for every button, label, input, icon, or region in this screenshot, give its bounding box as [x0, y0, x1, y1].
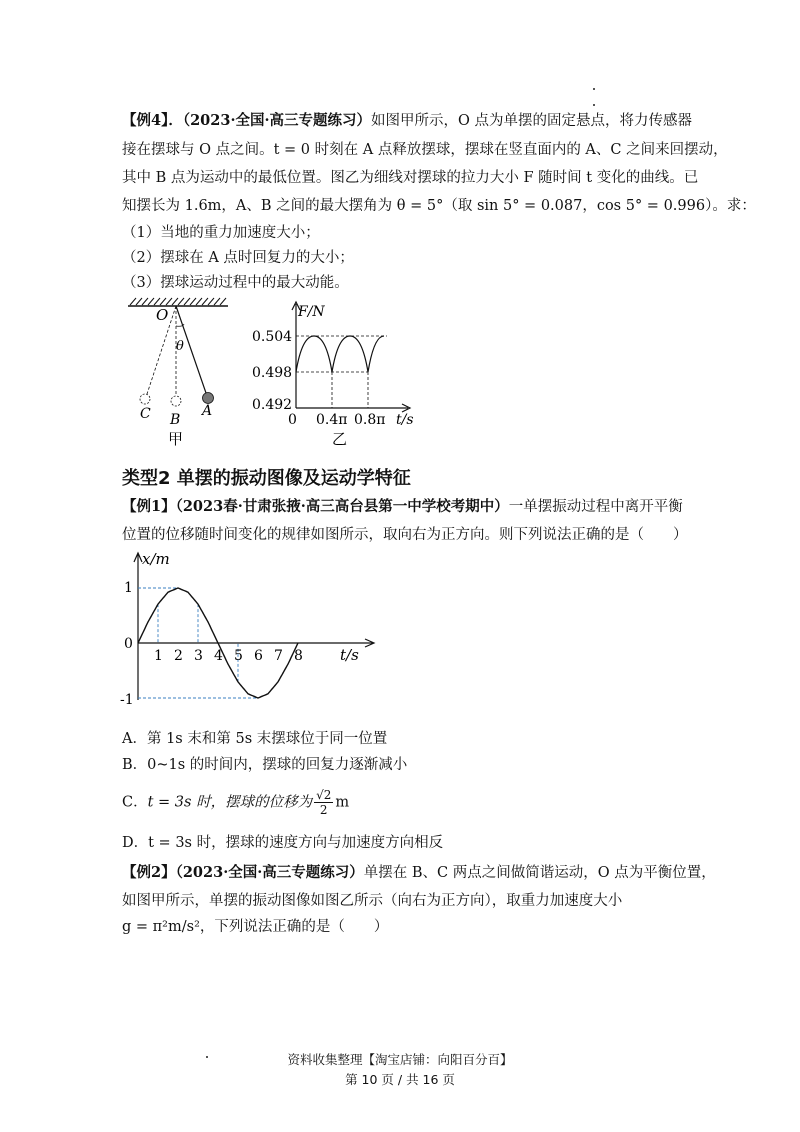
example2-line-1	[122, 862, 716, 884]
example2-line-3: g = π²m/s²，下列说法正确的是（ ）	[122, 919, 389, 935]
tension-y-label: F/N	[298, 304, 325, 320]
footer-source: 资料收集整理【淘宝店铺：向阳百分百】	[287, 1052, 513, 1067]
disp-x-tick-8: 8	[294, 648, 303, 664]
example2-text: 单摆在 B、C 两点之间做简谐运动，O 点为平衡位置，	[363, 865, 716, 881]
disp-y-tick-neg1: -1	[120, 692, 134, 708]
disp-x-tick-4: 4	[214, 648, 223, 664]
example4-source: ．（2023·全国·高三专题练习）	[168, 112, 372, 129]
label-a: A	[202, 403, 213, 419]
tension-graph	[250, 296, 420, 454]
disp-x-tick-5: 5	[234, 648, 243, 664]
disp-x-tick-3: 3	[194, 648, 203, 664]
tension-tick-0498: 0.498	[252, 365, 293, 381]
example1-source: （2023春·甘肃张掖·高三高台县第一中学校考期中）	[175, 498, 509, 515]
scan-dot	[593, 104, 595, 106]
tension-origin: 0	[288, 412, 297, 428]
label-b: B	[170, 412, 181, 428]
disp-y-tick-0: 0	[124, 636, 133, 652]
caption-jia: 甲	[168, 430, 184, 448]
bob-at-b	[171, 396, 181, 406]
disp-x-tick-6: 6	[254, 648, 263, 664]
tension-tick-0504: 0.504	[252, 329, 293, 345]
label-theta: θ	[176, 339, 184, 354]
example4-line-4: 知摆长为 1.6m，A、B 之间的最大摆角为 θ = 5°（取 sin 5° = 0.087，cos 5° = 0.996）。求：	[122, 198, 756, 214]
example1-line-2: 位置的位移随时间变化的规律如图所示，取向右为正方向。则下列说法正确的是（ ）	[122, 527, 688, 543]
ceiling-hatch	[130, 298, 226, 305]
example4-text: 如图甲所示，O 点为单摆的固定悬点，将力传感器	[371, 113, 693, 129]
tension-tick-0492: 0.492	[252, 397, 293, 413]
example4-line-1	[122, 110, 692, 132]
disp-x-tick-2: 2	[174, 648, 183, 664]
fraction-numerator: √2	[316, 788, 332, 802]
example4-line-3: 其中 B 点为运动中的最低位置。图乙为细线对摆球的拉力大小 F 随时间 t 变化的曲线。已	[122, 170, 699, 186]
option-c-unit: m	[335, 794, 350, 811]
caption-yi: 乙	[332, 430, 348, 448]
label-o: O	[156, 306, 169, 324]
option-c-text: t = 3s 时，摆球的位移为	[147, 794, 313, 811]
example1-text: 一单摆振动过程中离开平衡	[508, 499, 683, 515]
example4-tag: 【例4】	[122, 112, 169, 129]
scan-dot	[593, 88, 595, 90]
option-c	[122, 788, 349, 817]
example4-question-2: （2）摆球在 A 点时回复力的大小；	[122, 250, 354, 266]
option-b: B．0~1s 的时间内，摆球的回复力逐渐减小	[122, 757, 408, 773]
displacement-chart	[118, 548, 378, 720]
example2-source: （2023·全国·高三专题练习）	[175, 864, 364, 881]
disp-x-tick-7: 7	[274, 648, 283, 664]
tension-x-label: t/s	[396, 412, 414, 428]
disp-x-tick-1: 1	[154, 648, 163, 664]
option-a: A．第 1s 末和第 5s 末摆球位于同一位置	[122, 731, 388, 747]
bob-at-c	[140, 394, 150, 404]
bob-at-a	[203, 393, 214, 404]
disp-y-label: x/m	[142, 550, 170, 568]
tension-tick-08pi: 0.8π	[354, 412, 386, 428]
section-title: 类型2 单摆的振动图像及运动学特征	[122, 468, 411, 489]
example2-line-2: 如图甲所示，单摆的振动图像如图乙所示（向右为正方向），取重力加速度大小	[122, 893, 623, 909]
example4-question-1: （1）当地的重力加速度大小；	[122, 225, 320, 241]
pendulum-figure	[120, 296, 240, 454]
example2-tag: 【例2】	[122, 864, 176, 881]
example4-question-3: （3）摆球运动过程中的最大动能。	[122, 275, 349, 291]
disp-x-ticks	[154, 648, 303, 664]
disp-x-label: t/s	[340, 646, 359, 664]
sqrt2-over-2-fraction	[314, 788, 333, 817]
disp-y-tick-1: 1	[124, 580, 133, 596]
tension-curve	[296, 336, 384, 372]
example1-tag: 【例1】	[122, 498, 176, 515]
example4-line-2: 接在摆球与 O 点之间。t = 0 时刻在 A 点释放摆球，摆球在竖直面内的 A、C 之间来回摆动，	[122, 142, 728, 158]
option-d: D．t = 3s 时，摆球的速度方向与加速度方向相反	[122, 835, 444, 851]
fraction-denominator: 2	[319, 803, 328, 817]
option-c-label: C．	[122, 794, 148, 811]
example1-line-1	[122, 496, 683, 518]
footer-page-number: 第 10 页 / 共 16 页	[345, 1072, 455, 1087]
label-c: C	[140, 406, 151, 422]
tension-tick-04pi: 0.4π	[316, 412, 348, 428]
